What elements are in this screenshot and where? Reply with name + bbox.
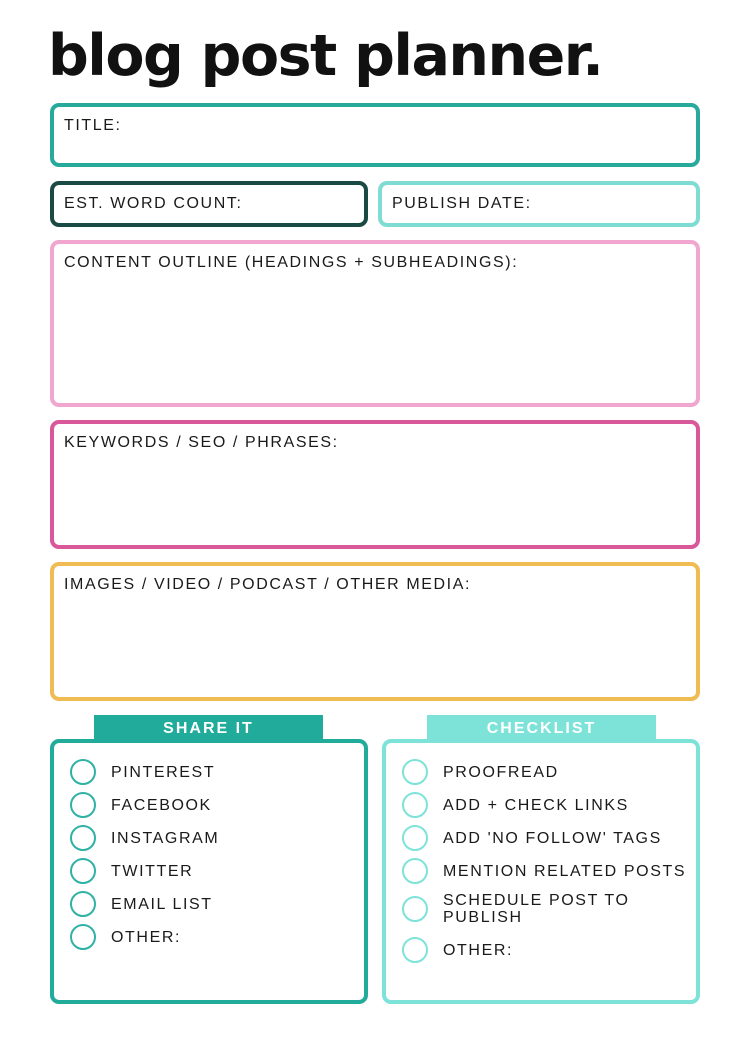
media-field[interactable]: [50, 562, 700, 701]
checklist-item-label: OTHER:: [443, 941, 514, 959]
keywords-field[interactable]: [50, 420, 700, 549]
checkbox-circle[interactable]: [402, 896, 428, 922]
share-it-header: SHARE IT: [94, 715, 323, 742]
share-it-box: [50, 739, 368, 1004]
checklist-item-label: ADD + CHECK LINKS: [443, 796, 629, 814]
title-label: TITLE:: [64, 117, 122, 134]
checklist-item-proofread: [402, 759, 559, 785]
share-item-other: [70, 924, 181, 950]
checklist-item-label: SCHEDULE POST TO PUBLISH: [443, 892, 630, 926]
word-count-label: EST. WORD COUNT:: [64, 195, 243, 212]
checklist-item-no-follow: [402, 825, 662, 851]
checkbox-circle[interactable]: [70, 759, 96, 785]
checkbox-circle[interactable]: [70, 825, 96, 851]
keywords-label: KEYWORDS / SEO / PHRASES:: [64, 434, 339, 451]
content-outline-field[interactable]: [50, 240, 700, 407]
checkbox-circle[interactable]: [402, 937, 428, 963]
share-item-instagram: [70, 825, 219, 851]
content-outline-label: CONTENT OUTLINE (HEADINGS + SUBHEADINGS):: [64, 254, 519, 271]
checklist-box: [382, 739, 700, 1004]
share-item-label: TWITTER: [111, 862, 194, 880]
checklist-item-label: PROOFREAD: [443, 763, 559, 781]
share-item-label: INSTAGRAM: [111, 829, 220, 847]
share-item-facebook: [70, 792, 212, 818]
publish-date-label: PUBLISH DATE:: [392, 195, 532, 212]
share-item-twitter: [70, 858, 193, 884]
checklist-item-other: [402, 937, 513, 963]
checklist-item-schedule: [402, 892, 653, 926]
checklist-item-related-posts: [402, 858, 686, 884]
checkbox-circle[interactable]: [70, 924, 96, 950]
checkbox-circle[interactable]: [402, 858, 428, 884]
checklist-item-label: MENTION RELATED POSTS: [443, 862, 687, 880]
checklist-item-label: ADD 'NO FOLLOW' TAGS: [443, 829, 662, 847]
share-item-label: PINTEREST: [111, 763, 216, 781]
checkbox-circle[interactable]: [70, 792, 96, 818]
checkbox-circle[interactable]: [402, 792, 428, 818]
title-field[interactable]: [50, 103, 700, 167]
share-item-label: FACEBOOK: [111, 796, 212, 814]
checklist-item-links: [402, 792, 629, 818]
publish-date-field[interactable]: [378, 181, 700, 227]
media-label: IMAGES / VIDEO / PODCAST / OTHER MEDIA:: [64, 576, 472, 593]
share-item-label: EMAIL LIST: [111, 895, 213, 913]
checkbox-circle[interactable]: [402, 759, 428, 785]
share-item-email-list: [70, 891, 213, 917]
checkbox-circle[interactable]: [402, 825, 428, 851]
checkbox-circle[interactable]: [70, 891, 96, 917]
share-item-pinterest: [70, 759, 215, 785]
page-title: blog post planner.: [48, 23, 603, 89]
word-count-field[interactable]: [50, 181, 368, 227]
checklist-header: CHECKLIST: [427, 715, 656, 742]
checkbox-circle[interactable]: [70, 858, 96, 884]
share-item-label: OTHER:: [111, 928, 182, 946]
